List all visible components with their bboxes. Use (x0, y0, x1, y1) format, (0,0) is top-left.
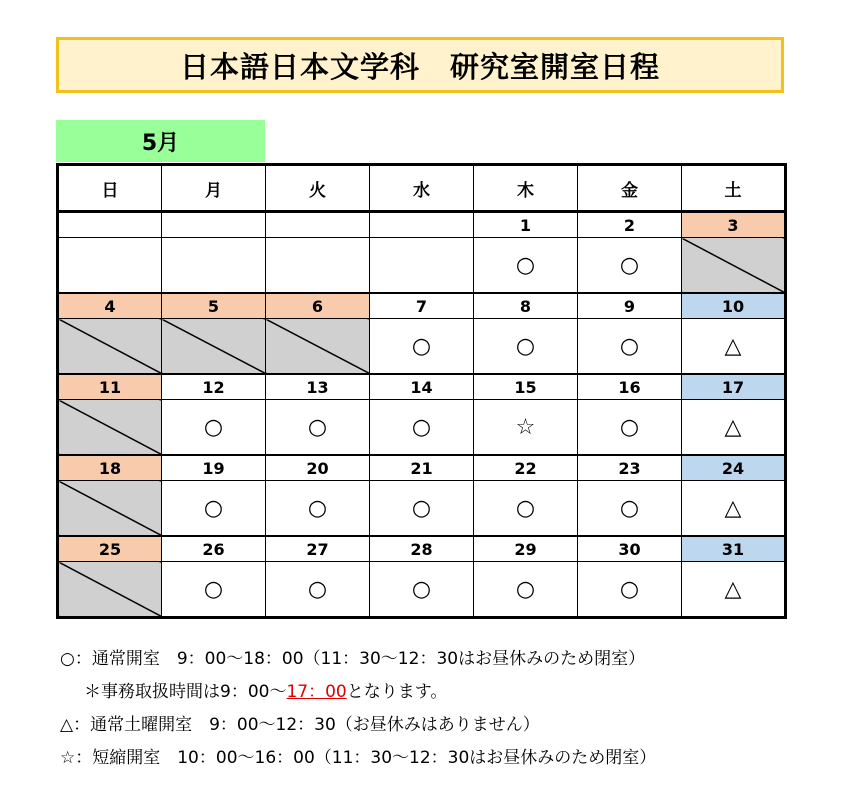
legend-short: ☆：短縮開室 10：00～16：00（11：30～12：30はお昼休みのため閉室） (60, 748, 657, 768)
status-cell: ○ (162, 562, 266, 618)
closed-cell (58, 481, 162, 537)
office-hours-end-time: 17：00 (286, 682, 347, 702)
date-cell: 8 (474, 293, 578, 319)
weekday-sun: 日 (58, 165, 162, 212)
date-cell-saturday: 31 (682, 536, 786, 562)
legend-notes (60, 643, 656, 775)
status-cell: ○ (578, 481, 682, 537)
status-row (58, 400, 786, 456)
date-cell: 16 (578, 374, 682, 400)
closed-cell (58, 319, 162, 375)
status-cell: ☆ (474, 400, 578, 456)
status-cell: ○ (266, 400, 370, 456)
status-cell: ○ (578, 562, 682, 618)
date-cell (162, 212, 266, 238)
closed-cell (58, 562, 162, 618)
date-cell-holiday: 6 (266, 293, 370, 319)
status-row (58, 238, 786, 294)
status-cell: ○ (266, 481, 370, 537)
date-cell (58, 212, 162, 238)
date-cell: 22 (474, 455, 578, 481)
status-cell (370, 238, 474, 294)
status-cell: ○ (370, 562, 474, 618)
date-cell (266, 212, 370, 238)
office-hours-text: ＊事務取扱時間は9：00～ (84, 682, 287, 702)
status-cell: ○ (474, 562, 578, 618)
status-row (58, 481, 786, 537)
date-cell: 20 (266, 455, 370, 481)
date-cell-holiday: 3 (682, 212, 786, 238)
status-cell: ○ (162, 400, 266, 456)
date-cell: 13 (266, 374, 370, 400)
status-cell: △ (682, 562, 786, 618)
closed-cell (682, 238, 786, 294)
date-cell: 9 (578, 293, 682, 319)
weekday-header-row (58, 165, 786, 212)
date-cell: 30 (578, 536, 682, 562)
status-row (58, 319, 786, 375)
date-cell: 2 (578, 212, 682, 238)
closed-cell (58, 400, 162, 456)
status-row (58, 562, 786, 618)
date-cell: 15 (474, 374, 578, 400)
date-cell: 14 (370, 374, 474, 400)
date-cell: 19 (162, 455, 266, 481)
status-cell: ○ (370, 319, 474, 375)
status-cell: ○ (474, 319, 578, 375)
date-cell-saturday: 24 (682, 455, 786, 481)
legend-saturday: △：通常土曜開室 9：00～12：30（お昼休みはありません） (60, 715, 540, 735)
status-cell: ○ (266, 562, 370, 618)
date-cell: 1 (474, 212, 578, 238)
status-cell: △ (682, 319, 786, 375)
status-cell: ○ (162, 481, 266, 537)
date-cell: 26 (162, 536, 266, 562)
weekday-fri: 金 (578, 165, 682, 212)
date-cell: 23 (578, 455, 682, 481)
date-row (58, 212, 786, 238)
status-cell: △ (682, 481, 786, 537)
office-hours-suffix: となります。 (346, 682, 448, 702)
weekday-thu: 木 (474, 165, 578, 212)
status-cell: ○ (370, 481, 474, 537)
weekday-tue: 火 (266, 165, 370, 212)
weekday-wed: 水 (370, 165, 474, 212)
status-cell: ○ (474, 238, 578, 294)
legend-normal: ○：通常開室 9：00～18：00（11：30～12：30はお昼休みのため閉室） (60, 649, 646, 669)
date-cell-holiday: 25 (58, 536, 162, 562)
date-row (58, 455, 786, 481)
weekday-sat: 土 (682, 165, 786, 212)
date-cell: 28 (370, 536, 474, 562)
date-cell: 12 (162, 374, 266, 400)
status-cell (266, 238, 370, 294)
status-cell: ○ (578, 400, 682, 456)
page-title: 日本語日本文学科 研究室開室日程 (56, 37, 784, 93)
date-cell-holiday: 5 (162, 293, 266, 319)
date-cell: 21 (370, 455, 474, 481)
date-cell: 29 (474, 536, 578, 562)
date-cell (370, 212, 474, 238)
date-cell-holiday: 18 (58, 455, 162, 481)
date-row (58, 374, 786, 400)
status-cell: ○ (370, 400, 474, 456)
weekday-mon: 月 (162, 165, 266, 212)
status-cell: ○ (474, 481, 578, 537)
month-label: 5月 (56, 120, 265, 162)
date-row (58, 536, 786, 562)
date-cell: 27 (266, 536, 370, 562)
date-cell-holiday: 4 (58, 293, 162, 319)
closed-cell (266, 319, 370, 375)
status-cell: ○ (578, 319, 682, 375)
status-cell: △ (682, 400, 786, 456)
status-cell (58, 238, 162, 294)
date-cell-holiday: 11 (58, 374, 162, 400)
calendar-table (56, 163, 787, 619)
status-cell: ○ (578, 238, 682, 294)
date-cell-saturday: 17 (682, 374, 786, 400)
date-cell-saturday: 10 (682, 293, 786, 319)
legend-office-hours (60, 676, 656, 709)
date-row (58, 293, 786, 319)
status-cell (162, 238, 266, 294)
date-cell: 7 (370, 293, 474, 319)
closed-cell (162, 319, 266, 375)
